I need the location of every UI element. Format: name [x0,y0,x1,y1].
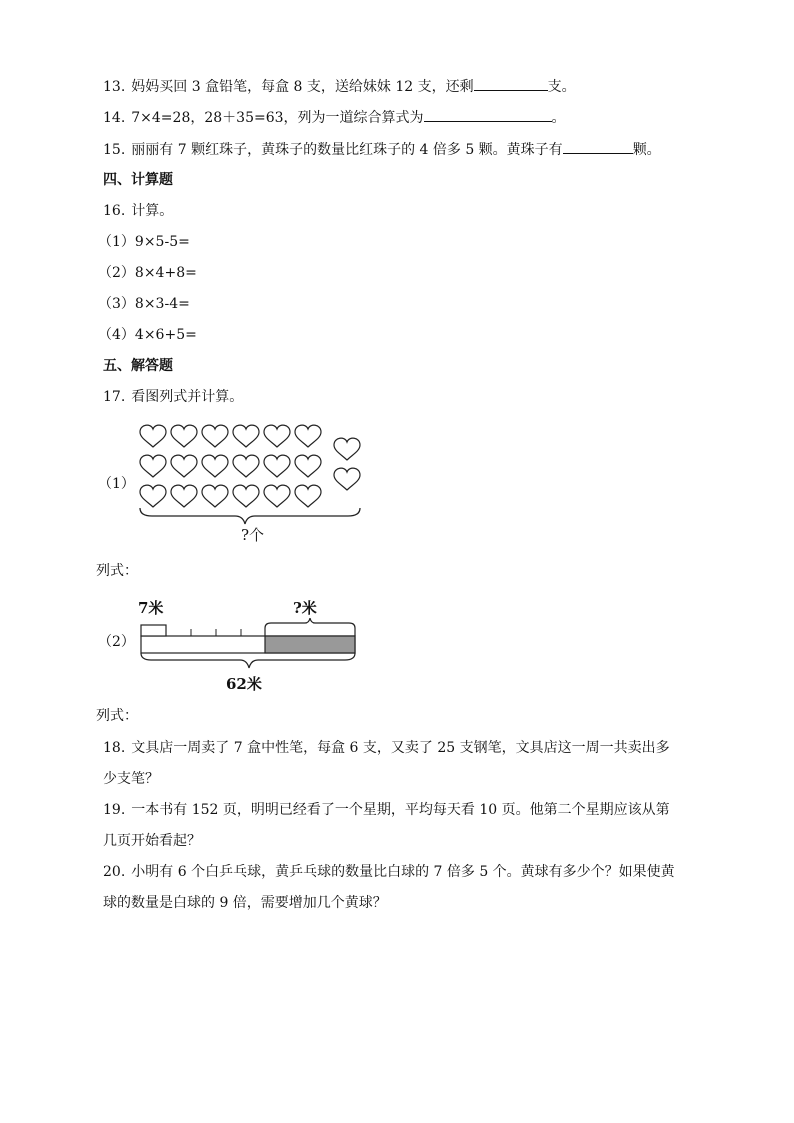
heart-icon [264,455,290,477]
question-text-end: 支。 [547,79,576,95]
answer-blank[interactable] [563,139,633,154]
heart-icon [202,425,228,447]
question-number: 14. [103,110,126,126]
segment-shaded [265,636,355,653]
heart-icon [233,455,259,477]
heart-icon [171,425,197,447]
question-14 [103,107,566,128]
brace-icon [140,508,360,524]
segment-left-label: 7米 [138,599,164,617]
answer-blank[interactable] [424,107,552,122]
segment-diagram [135,618,365,678]
heart-icon [140,485,166,507]
calc-item-label: （2） [98,265,135,281]
question-number: 13. [103,79,126,95]
heart-icon [140,455,166,477]
question-18-cont: 少支笔？ [103,771,159,787]
question-number: 19. [103,802,126,818]
question-13 [103,76,576,97]
question-text-end: 。 [551,110,566,126]
heart-icon [334,468,360,490]
question-text: 7×4=28，28＋35=63，列为一道综合算式为 [131,110,424,126]
question-text-end: 颗。 [632,142,661,158]
calc-item-3 [98,294,190,314]
question-18 [103,738,670,758]
brace-label: ?个 [241,526,265,544]
question-text: 小明有 6 个白乒乓球，黄乒乓球的数量比白球的 7 倍多 5 个。黄球有多少个？如果使黄 [131,864,675,880]
question-number: 16. [103,203,126,219]
formula-label-1: 列式： [96,563,138,579]
calc-item-expr: 8×4+8= [134,265,197,281]
formula-label-2: 列式： [96,708,138,724]
question-number: 20. [103,864,126,880]
answer-blank[interactable] [474,76,548,91]
segment-bottom-label: 62米 [226,675,262,693]
question-20 [103,862,675,882]
heart-icon [233,425,259,447]
question-text: 丽丽有 7 颗红珠子，黄珠子的数量比红珠子的 4 倍多 5 颗。黄珠子有 [131,142,563,158]
question-text: 妈妈买回 3 盒铅笔，每盒 8 支，送给妹妹 12 支，还剩 [131,79,474,95]
calc-item-1 [98,232,190,252]
calc-item-expr: 4×6+5= [134,327,197,343]
heart-icon [264,485,290,507]
question-19-cont: 几页开始看起？ [103,833,201,849]
heart-icon [295,485,321,507]
question-number: 17. [103,389,126,405]
heart-icon [171,455,197,477]
heart-icon [334,438,360,460]
calc-item-label: （4） [98,327,135,343]
question-20-cont: 球的数量是白球的 9 倍，需要增加几个黄球？ [103,895,387,911]
heart-icon [202,485,228,507]
calc-item-label: （3） [98,296,135,312]
question-17 [103,387,243,407]
heart-icon [202,455,228,477]
question-19 [103,800,670,820]
question-text: 计算。 [131,203,174,219]
heart-icon [295,425,321,447]
question-text: 一本书有 152 页，明明已经看了一个星期，平均每天看 10 页。他第二个星期应该从第 [131,802,670,818]
question-16 [103,201,173,221]
heart-grid [140,425,321,507]
calc-item-4 [98,325,197,345]
question-text: 看图列式并计算。 [131,389,244,405]
brace-icon [141,653,355,668]
calc-item-2 [98,263,197,283]
heart-icon [264,425,290,447]
segment-top-label: ?米 [293,599,317,617]
section-heading-4: 四、计算题 [103,172,173,188]
figure-1-label: （1） [98,476,135,492]
question-15 [103,139,661,160]
calc-item-expr: 9×5-5= [134,234,190,250]
heart-icon [140,425,166,447]
heart-icon [233,485,259,507]
calc-item-label: （1） [98,234,135,250]
calc-item-expr: 8×3-4= [134,296,190,312]
brace-icon [265,618,355,636]
section-heading-5: 五、解答题 [103,358,173,374]
question-number: 15. [103,142,126,158]
question-number: 18. [103,740,126,756]
heart-icon [295,455,321,477]
segment-first-box [141,625,166,636]
heart-icon [171,485,197,507]
figure-2-label: （2） [98,634,135,650]
question-text: 文具店一周卖了 7 盒中性笔，每盒 6 支，又卖了 25 支钢笔，文具店这一周一共卖出多 [131,740,670,756]
